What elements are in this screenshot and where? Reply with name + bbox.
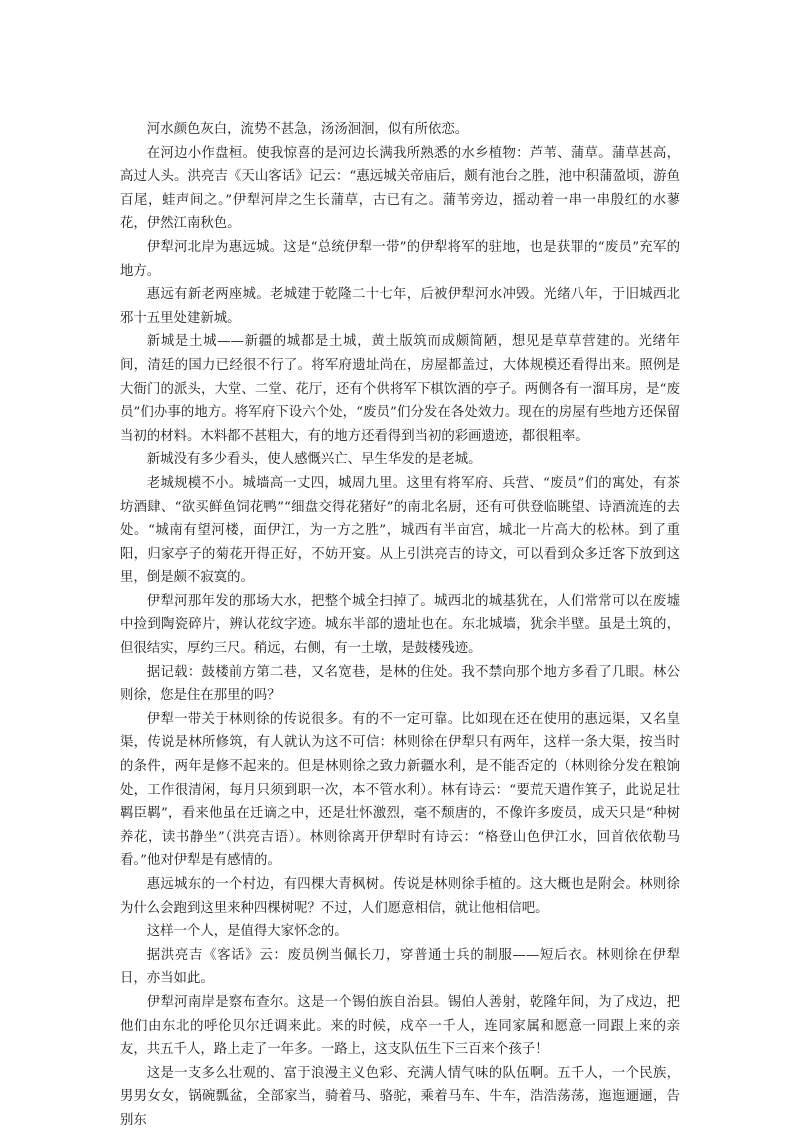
paragraph-8: 伊犁河那年发的那场大水，把整个城全扫掉了。城西北的城基犹在，人们常常可以在废墟中捡到陶瓷碎片，辨认花纹字迹。城东半部的遗址也在。东北城墙，犹余半壁。虽是土筑的，但很结实，厚约三尺。稍远，右侧，有一土墩，是鼓楼残迹。: [120, 593, 680, 657]
document-page: [120, 118, 680, 1133]
paragraph-2: 在河边小作盘桓。使我惊喜的是河边长满我所熟悉的水乡植物：芦苇、蒲草。蒲草甚高，高过人头。洪亮吉《天山客话》记云：“惠远城关帝庙后，颇有池台之胜，池中积蒲盈顷，游鱼百尾，蛙声间之。”伊犁河岸之生长蒲草，古已有之。蒲苇旁边，摇动着一串一串殷红的水蓼花，伊然江南秋色。: [120, 145, 680, 232]
paragraph-11: 惠远城东的一个村边，有四棵大青枫树。传说是林则徐手植的。这大概也是附会。林则徐为什么会跑到这里来种四棵树呢？不过，人们愿意相信，就让他相信吧。: [120, 877, 680, 916]
paragraph-14: 伊犁河南岸是察布查尔。这是一个锡伯族自治县。锡伯人善射，乾隆年间，为了戍边，把他们由东北的呼伦贝尔迁调来此。来的时候，戍卒一千人，连同家属和愿意一同跟上来的亲友，共五千人，路上走了一年多。一路上，这支队伍生下三百来个孩子！: [120, 994, 680, 1058]
paragraph-15: 这是一支多么壮观的、富于浪漫主义色彩、充满人情气味的队伍啊。五千人，一个民族，男男女女，锅碗瓢盆，全部家当，骑着马、骆驼，乘着马车、牛车，浩浩荡荡，迤迤逦逦，告别东: [120, 1065, 680, 1128]
paragraph-1: 河水颜色灰白，流势不甚急，汤汤洄洄，似有所依恋。: [146, 122, 469, 137]
paragraph-4: 惠远有新老两座城。老城建于乾隆二十七年，后被伊犁河水冲毁。光绪八年，于旧城西北邪十五里处建新城。: [120, 287, 680, 326]
paragraph-9: 据记载：鼓楼前方第二巷，又名宽巷，是林的住处。我不禁向那个地方多看了几眼。林公则徐，您是住在那里的吗？: [120, 664, 680, 704]
paragraph-7: 老城规模不小。城墙高一丈四，城周九里。这里有将军府、兵营、“废员”们的寓处，有茶坊酒肆、“欲买鲜鱼饲花鸭”“细盘交得花猪好”的南北名厨，还有可供登临眺望、诗酒流连的去处。“城南有望河楼，面伊江，为一方之胜”，城西有半亩宫，城北一片高大的松林。到了重阳，归家亭子的菊花开得正好，不妨开宴。从上引洪亮吉的诗文，可以看到众多迁客下放到这里，倒是颇不寂寞的。: [120, 475, 680, 586]
paragraph-5: 新城是土城——新疆的城都是土城，黄土版筑而成颇简陋，想见是草草营建的。光绪年间，清廷的国力已经很不行了。将军府遗址尚在，房屋都盖过，大体规模还看得出来。照例是大衙门的派头，大堂、二堂、花厅，还有个供将军下棋饮酒的亭子。两侧各有一溜耳房，是“废员”们办事的地方。将军府下设六个处，“废员”们分发在各处效力。现在的房屋有些地方还保留当初的材料。木料都不甚粗大，有的地方还看得到当初的彩画遗迹，都很粗率。: [120, 334, 680, 444]
paragraph-12: 这样一个人，是值得大家怀念的。: [146, 924, 348, 940]
paragraph-10: 伊犁一带关于林则徐的传说很多。有的不一定可靠。比如现在还在使用的惠远渠，又名皇渠，传说是林所修筑，有人就认为这不可信：林则徐在伊犁只有两年，这样一条大渠，按当时的条件，两年是修不起来的。但是林则徐之致力新疆水利，是不能否定的（林则徐分发在粮饷处，工作很清闲，每月只须到职一次，本不管水利）。林有诗云：“要荒天遣作箕子，此说足壮羁臣羁”，看来他虽在迁谪之中，还是壮怀激烈，毫不颓唐的，不像许多废员，成天只是“种树养花，读书静坐”（洪亮吉语）。林则徐离开伊犁时有诗云：“格登山色伊江水，回首依依勒马看。”他对伊犁是有感情的。: [120, 711, 680, 869]
paragraph-13: 据洪亮吉《客话》云：废员例当佩长刀，穿普通士兵的制服——短后衣。林则徐在伊犁日，亦当如此。: [120, 947, 680, 987]
paragraph-3: 伊犁河北岸为惠远城。这是“总统伊犁一带”的伊犁将军的驻地，也是获罪的“废员”充军的地方。: [120, 239, 680, 279]
paragraph-6: 新城没有多少看头，使人感慨兴亡、早生华发的是老城。: [146, 452, 482, 468]
